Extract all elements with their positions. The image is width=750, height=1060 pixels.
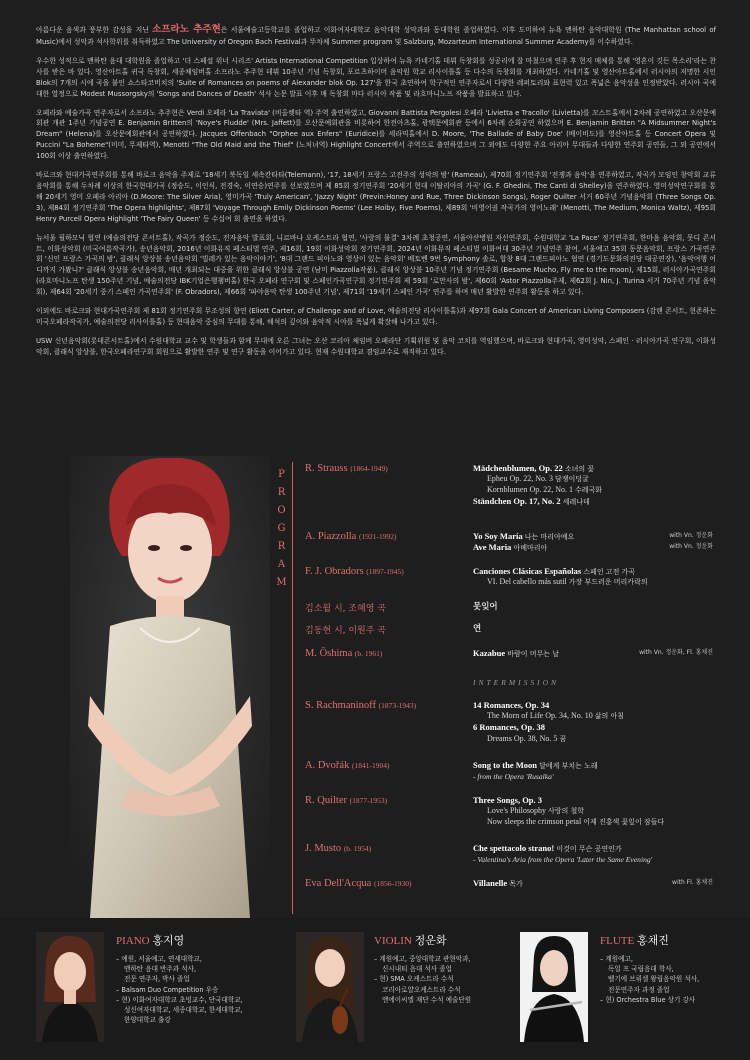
violinist-title: VIOLIN 정운화 [374, 934, 447, 947]
flutist-title: FLUTE 홍채진 [600, 934, 669, 947]
composer: A. Piazzolla (1921-1992) [305, 531, 397, 542]
composer: J. Musto (b. 1954) [305, 843, 372, 854]
composer: F. J. Obradors (1897-1945) [305, 566, 404, 577]
pianist-title: PIANO 홍지영 [116, 934, 185, 947]
violinist-photo [296, 932, 364, 1042]
flutist-photo [520, 932, 588, 1042]
bio-paragraph-6: 이외에도 바로크와 현대가곡연주회 제 81회 정기연주회 무조성의 향연 (Eliott Carter, of Challenge and of Love, 예술의전당 리사이틀홀)과 제97회 Gala Concert of American Living Composers (감랜 콘서트, 현존하는미국오페라작곡가, 예술의전당 리사이틀홀) 등 현대음악 중심의 무대를 통해, 해석의 깊이와 음악적 시야를 폭넓게 확장해 나가고 있다. [36, 307, 716, 326]
intermission: INTERMISSION [473, 678, 559, 687]
composer: M. Ōshima (b. 1961) [305, 648, 383, 659]
composer: R. Strauss (1864-1949) [305, 463, 388, 474]
program-item-oshima: M. Ōshima (b. 1961) Kazabue 바람이 머무는 날 with Vn. 정운화, Fl. 홍채진 [305, 648, 713, 659]
program-item-piazzolla: A. Piazzolla (1921-1992) Yo Soy María 나는 마리아예요 with Vn. 정운화 Ave Maria 아베마리아 with Vn. 정운화 [305, 531, 713, 553]
program-item-obradors: F. J. Obradors (1897-1945) Canciones Clásicas Españolas 스페인 고전 가곡 VI. Del cabello más sutil 가장 부드러운 머리카락의 [305, 566, 648, 587]
composer: 김소월 시, 조혜영 곡 [305, 604, 386, 614]
program-divider [292, 462, 293, 914]
program-item-dellacqua: Eva Dell'Acqua (1856-1930) Villanelle 목가 with Fl. 홍채진 [305, 878, 713, 889]
composer: Eva Dell'Acqua (1856-1930) [305, 878, 412, 889]
pianist-photo [36, 932, 104, 1042]
program-vertical-label: P R O G R A M [276, 469, 288, 588]
composer: A. Dvořák (1841-1904) [305, 760, 390, 771]
program-item-korean-2: 김동현 시, 이원주 곡 연 [305, 624, 482, 636]
biography [36, 22, 716, 366]
bio-paragraph-3: 오페라와 예술가곡 연주자로서 소프라노 추주현은 Verdi 오페라 'La Traviata' (비올렛타 역) 주역 출연하였고, Giovanni Battista Pergolesi 오페라 'Livietta e Tracollo' (Livietta)를 꼬스트홀에서 2차례 공연하였고 오산문예회관 개관 1주년 기념공연 E. Benjamin Britten의 'Noye's Fludde' (Mrs. Jaffett)를 오산문예회관을 비롯하여 한전아츠홀, 광택문예회관 등에서 6차례 순회공연 하였으며 E. Benjamin Britten "A Midsummer Night's Dream" (Helena)를 오산문예회관에서 공연하였다. Jacques Offenbach "Orphee aux Enfers" (Euridice)를 세라믹홀에서 D. Moore, 'The Ballade of Baby Doe' (베이비도)를 영산아트홀 등 Concert Opera 및 Puccini "La Boheme"(미미, 무제타역), Menotti "The Old Maid and the Thief" (노처녀역) Highlight Concert에서 주역으로 출연하였으며 그 외에도 다양한 주요 아리아 무대들과 다양한 연주회 공연들, 그 외 공연에서 100회 이상 출연하였다. [36, 108, 716, 161]
composer: R. Quilter (1877-1953) [305, 795, 388, 806]
soprano-portrait [70, 456, 270, 918]
bio-paragraph-2: 우수한 성적으로 맨하탄 음대 대학원을 졸업하고 '더 스페셜 위너 시리즈' Artists International Competition 입상하여 뉴욕 카네기홀 데뷔 독창회를 성공리에 잘 마쳤으며 연주 후 현지 매체를 통해 '영혼이 깃든 목소리'라는 찬사를 받은 바 있다. 영산아트홀 귀국 독창회, 세종체임버홀 소프라노 추주현 데뷔 10주년 기념 독창회, 포르츠하이머 음악원 학교 리사이틀홀 등 다수의 독창회를 개최하였다. 카네기홀 및 영산아트홀에서 러시아의 저명한 시인 Blok의 7개의 시에 곡을 붙인 쇼스타코비치의 'Suite of Romances on poems of Alexander blok Op. 127'을 한국 초연하여 학구적인 연주자로서 다양한 레퍼토리와 표현력 있고 폭넓은 음악성을 인정받았다. 러시아 곡에 대한 열정으로 Modest Mussorgsky의 'Songs and Dances of Death' 석사 논문 발표 이후 매 독창회 마다 러시아 작품 및 라흐마니노프 작품을 발표하고 있다. [36, 56, 716, 98]
program-item-dvorak: A. Dvořák (1841-1904) Song to the Moon 달에게 부치는 노래 - from the Opera 'Rusalka' [305, 760, 598, 782]
program-item-quilter: R. Quilter (1877-1953) Three Songs, Op. 3 Love's Philosophy 사랑의 철학 Now sleeps the crimson petal 이제 진홍색 꽃잎이 잠들다 [305, 795, 665, 827]
composer: 김동현 시, 이원주 곡 [305, 626, 386, 636]
bio-paragraph-7: USW 신년음악회(롯데콘서트홀)에서 수원대학교 교수 및 학생들과 함께 무대에 오른 그녀는 오산 코리아 체임버 오페라단 기획위원 및 음악 코치를 역임했으며, 바로크와 현대가곡, 영미성악, 스페인 · 러시아가곡 연구회, 이화성악회, 클래식 앙상블, 한국오페라연구회 회원으로 활발한 연주 및 연구 활동을 이어가고 있다. 현재 수원대학교 겸임교수로 재직하고 있다. [36, 336, 716, 356]
program-item-rachmaninoff: S. Rachmaninoff (1873-1943) 14 Romances, Op. 34 The Morn of Life Op. 34, No. 10 삶의 아침 6 Romances, Op. 38 Dreams Op. 38, No. 5 꿈 [305, 700, 625, 743]
program-list [305, 463, 725, 900]
bio-paragraph-4: 바로크와 현대가곡연주회를 통해 바로크 음악을 주제로 '18세기 북독일 세속칸타타(Telemann), '17, 18세기 프랑스 고전주의 성악의 밤' (Rameau), 제70회 정기연주회 '전쟁과 음악'을 연주하였고, 작곡가 모임인 창악회 교류음악회를 통해 두차례 이상의 한국현대가곡 (정승도, 이인식, 전경숙, 이연승)연주를 선보였으며 제 85회 정기연주회 '20세기 현대 이탈리아의 가곡' (G. F. Ghedini, The Canti di Shelley)을 연주하였다. 영미성악연구회를 통해 20세기 영미 오페라 아리아 (D.Moore: The Silver Aria), 영미가곡 'Truly American', 'Jazzy Night' (Previn:Honey and Rue, Three Dickinson Songs), Roger Quilter 서거 60주년 기념음악회 (Three Songs Op. 3), 제84회 정기연주회 'The Opera highlights', 제87회 'Voyage Through Emily Dickinson Poems' (Lee Hoiby, Five Poems), 제89회 '비영어권 작곡가의 영어노래' (Menotti, The Medium, Monica Waltz), 제95회 Henry Purcell Opera Highlight 'The Fairy Queen' 등 수십여 회 출연을 하였다. [36, 171, 716, 223]
singer-name: 소프라노 추주현 [152, 24, 221, 35]
performers-section: PIANO 홍지영 – 예원, 서울예고, 연세대학교, 맨하탄 음대 반주과 석사, 전문 연주자, 박사 졸업 – Balsam Duo Competition 우승 – 현) 이화여자대학교 초빙교수, 단국대학교, 성신여자대학교, 세종대학교, 한세대학교, 한양대학교 출강 VIOLIN 정운화 – 계원예고, 중앙대학교 관현악과, 신시내티 음대 석사 졸업 – 현) SMA 오케스트라 수석 코리아로얄오케스트라 수석 앤에이씨엘 재단 수석 예술단원 FLUTE 홍채진 – 계원예고, 독일 프 국립음대 학사, 벨기에 브뤼셀 왕립음악원 석사, 전문연주자 과정 졸업 – 현) Orchestra Blue 상기 강사 [0, 918, 750, 1060]
composer: S. Rachmaninoff (1873-1943) [305, 700, 417, 711]
program-item-strauss: R. Strauss (1864-1949) Mädchenblumen, Op. 22 소녀의 꽃 Epheu Op. 22, No. 3 담쟁이덩굴 Kornblumen Op. 22, No. 1 수레국화 Ständchen Op. 17, No. 2 세레나데 [305, 463, 603, 507]
program-item-korean-1: 김소월 시, 조혜영 곡 못잊어 [305, 602, 498, 614]
bio-paragraph-1: 아름다운 음색과 풍부한 감성을 지닌 소프라노 추주현은 서울예술고등학교를 졸업하고 이화여자대학교 음악대학 성악과와 동대학원 졸업하였다. 이후 도미하여 뉴욕 맨하탄 음악대학원 (The Manhattan school of Music)에서 성악과 석사학위를 취득하였고 The University of Oregon Bach Festival과 뚜차체 Summer program 및 Salzburg, Mozarteum International Summer Academy를 이수하였다. [36, 24, 716, 46]
bio-paragraph-5: 뉴서울 필하모닉 협연 (예술의전당 콘서트홀), 작곡가 정순도, 전자음악 발표회, 니르바나 오케스트라 협연, '사랑의 물결' 3차례 초청공연, 서울아산병원 자선연주회, 수원대학교 'La Pace' 정기연주회, 한마음 음악회, 뭇디 콘서트, 이화성악회 (미국여름작곡가), 송년음악회, 2016년 이화유직 페스티벌 연주, 제16회, 19회 이화성악회 정기연주회, 2024년 이화뮤직 페스티벌 이화여대 30주년 기념연주 참여, 서울예고 35회 동문음악회, 프랑스 가곡연주회 '신인 프랑스 가곡의 밤', 클래식 앙상블 송년음악회 '빌레가 있는 음악이야기', '8대 그랜드 피아노와 영상이 있는 음악회' 베토벤 9번 Symphony 솔로, 합창 8대 그랜드피아노 협연 (경기도문화의전당 대공연장), '음악여행 어디까지 가봤니?' 클래식 앙상블 송년음악회, 매년 개최되는 대중을 위한 클래식 앙상블 공연 (남미 Piazzolla작품), 클래식 앙상블 10주년 기념 정기연주회 (Besame Mucho, Fly me to the moon), 제15회, 러시아가곡연주회 (라흐마니노프 탄생 150주년 기념, 예술의전당 IBK기업은행챔버홀) 한국 오페라 연구회 및 스페인가곡연구회 정기연주회 제 59회 '로만사의 밤', 제60회 'Astor Piazzolla주제, 제62회 J. Nin, J. Turina 서거 70주년 기념 음악회), 제64회 '20세기 중기 스페인 가곡연주회' (F. Obradors), 제66회 '파야음악 탄생 100주년 기념', 제71회 '19세기 스페인 가곡' 연주를 하며 매년 활발한 연주회 활동을 하고 있다. [36, 233, 716, 297]
program-item-musto: J. Musto (b. 1954) Che spettacolo strano! 이것이 무슨 공연인가 - Valentina's Aria from the Opera 'Later the Same Evening' [305, 843, 653, 865]
